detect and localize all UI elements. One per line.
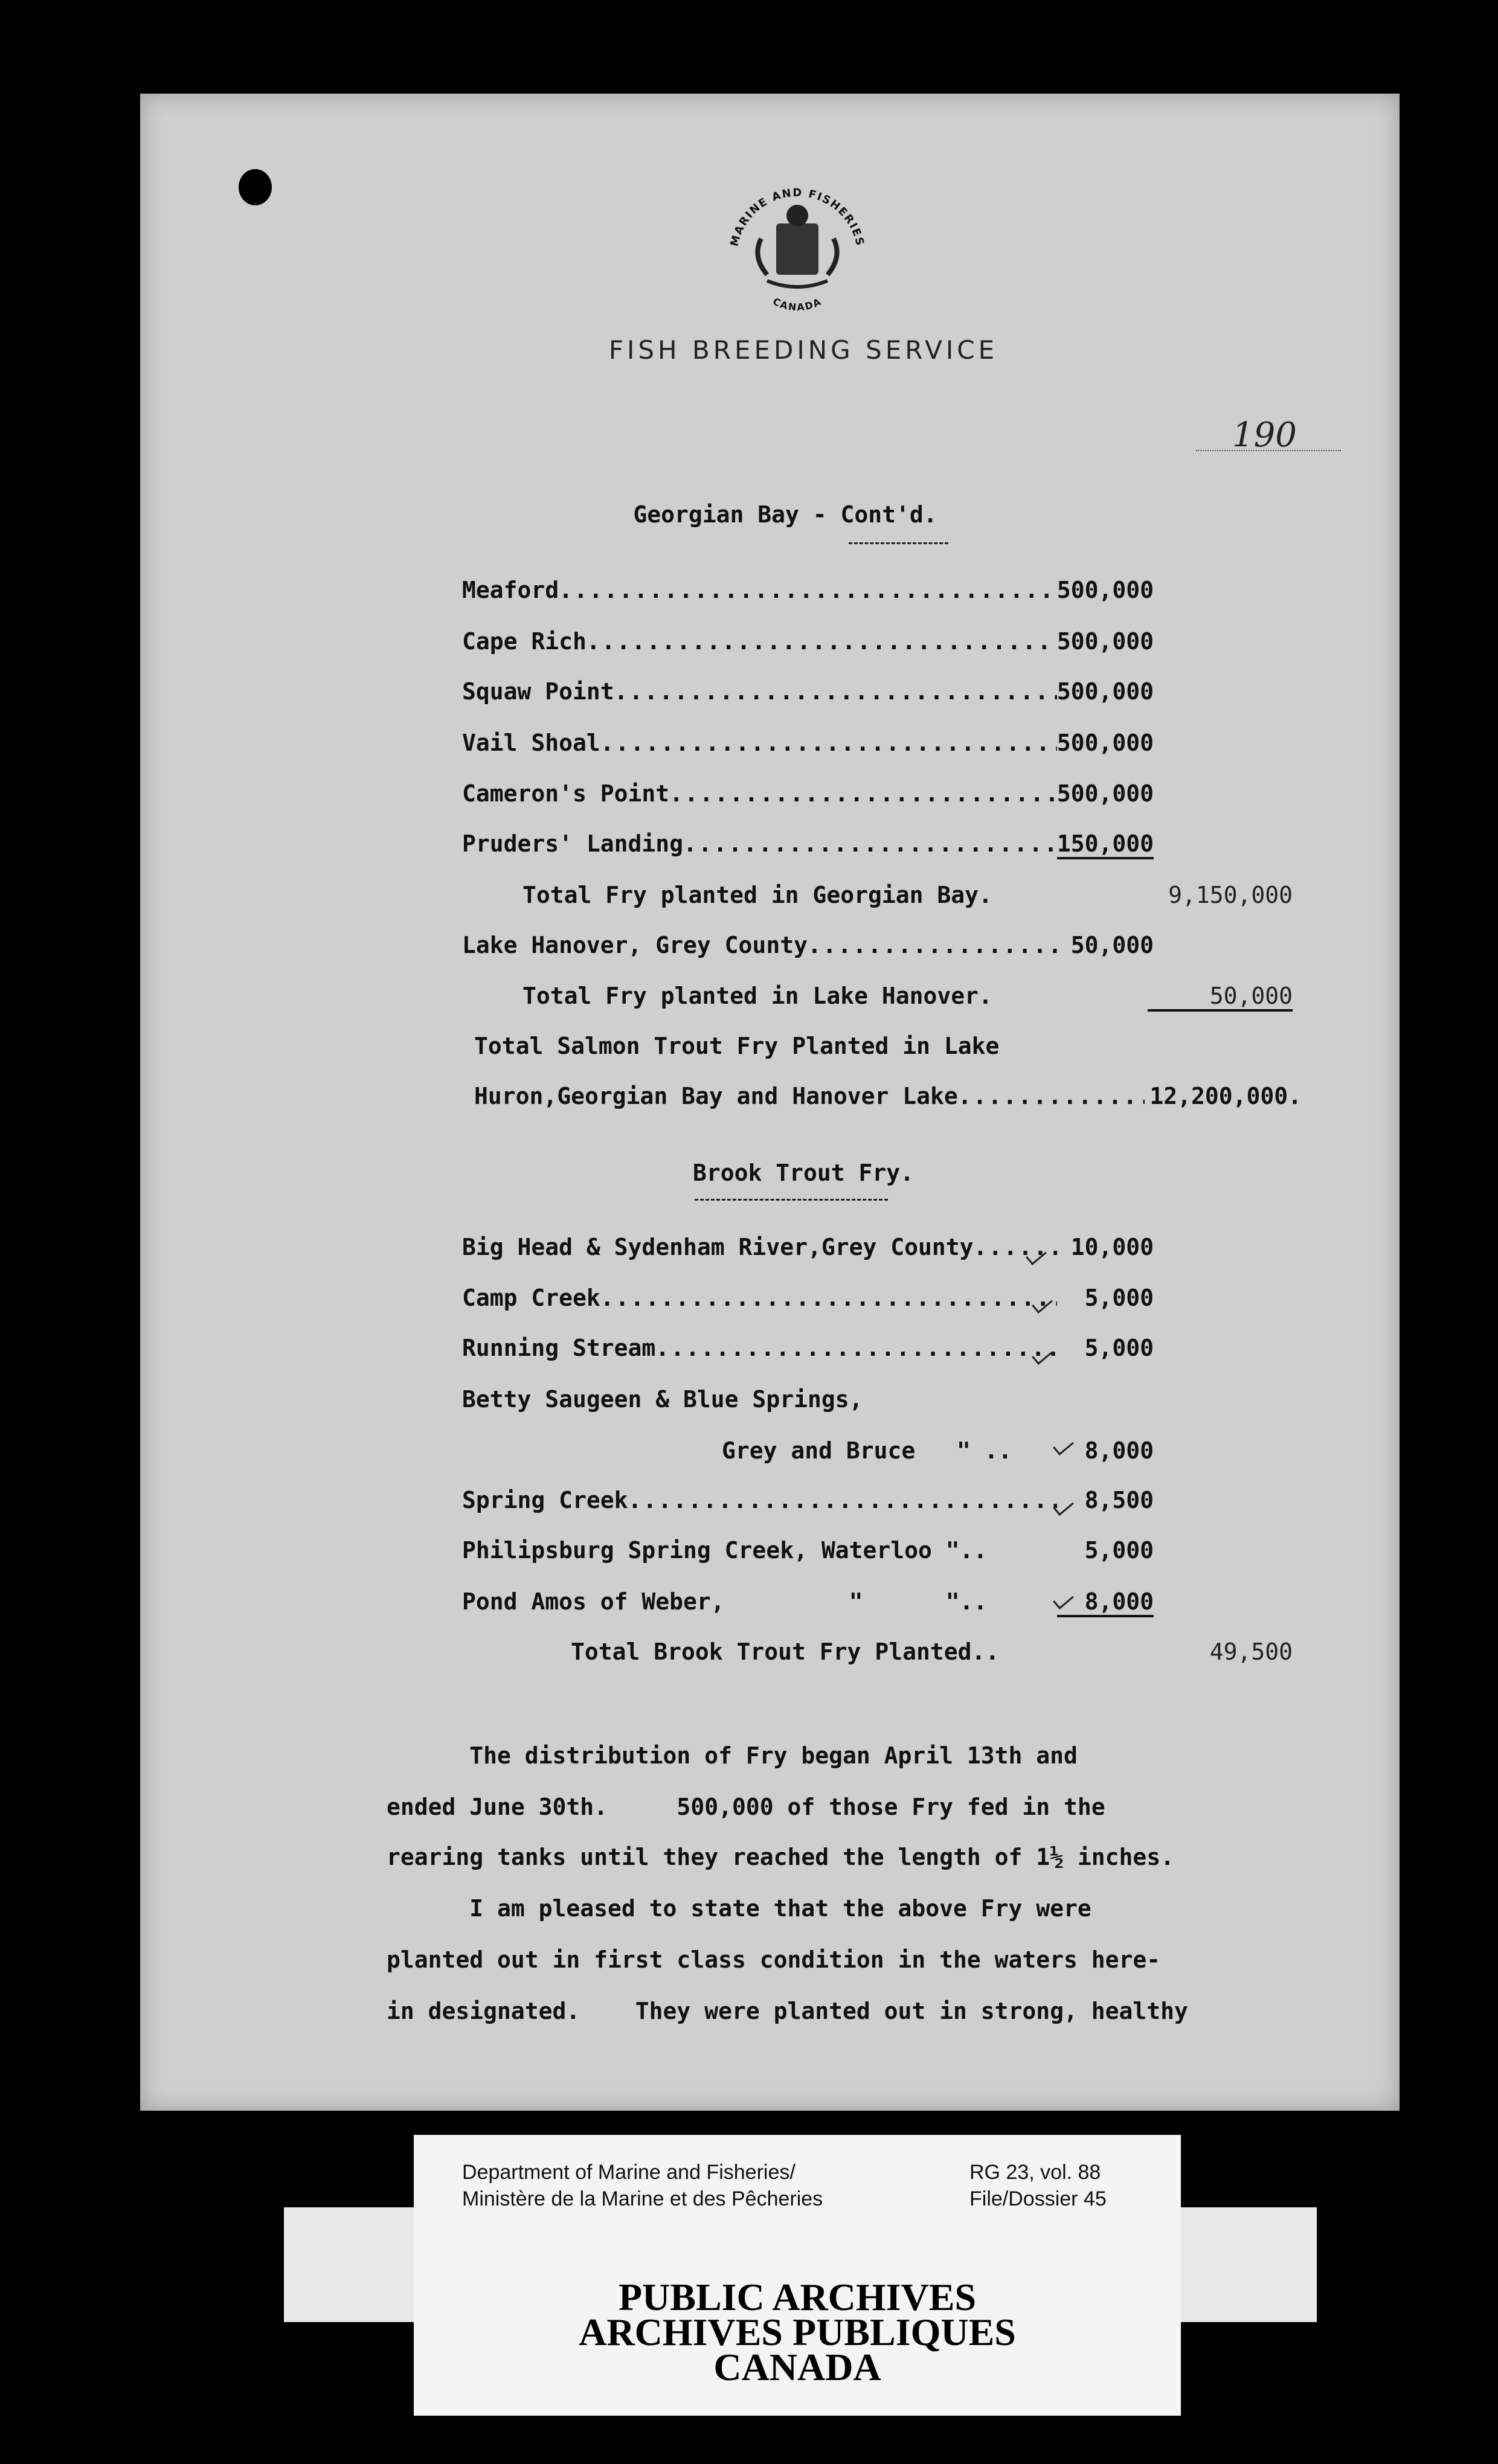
record-reference — [969, 2159, 1107, 2212]
fry-count: 50,000 — [1070, 932, 1154, 958]
list-item — [462, 1335, 1154, 1361]
fry-count: 500,000 — [1056, 628, 1154, 655]
svg-text:CANADA: CANADA — [771, 295, 824, 313]
betty-saugeen-value: 8,000 — [1084, 1437, 1154, 1464]
archive-reference-card — [414, 2135, 1181, 2271]
location-label: Lake Hanover, Grey County — [462, 932, 808, 958]
location-label: Vail Shoal — [462, 730, 600, 756]
leader-dots — [973, 1234, 1057, 1260]
stamp-line-3: CANADA — [713, 2346, 881, 2389]
fry-count: 5,000 — [1084, 1335, 1154, 1361]
list-item — [462, 780, 1154, 807]
pond-amos-value: 8,000 — [1057, 1588, 1154, 1617]
leader-dots — [808, 932, 1057, 958]
fry-count: 8,500 — [1084, 1487, 1154, 1513]
ministry-fr: Ministère de la Marine et des Pêcheries — [462, 2187, 823, 2210]
fry-count: 150,000 — [1057, 830, 1154, 859]
location-label: Spring Creek — [462, 1487, 628, 1513]
betty-saugeen-line2: Grey and Bruce " .. — [722, 1437, 1012, 1464]
list-item — [462, 932, 1154, 958]
section-heading-georgian-bay: Georgian Bay - Cont'd. — [633, 501, 937, 528]
public-archives-stamp — [414, 2276, 1181, 2389]
svg-text:MARINE AND FISHERIES: MARINE AND FISHERIES — [728, 186, 867, 248]
body-line: I am pleased to state that the above Fry were — [387, 1895, 1091, 1922]
philipsburg-value: 5,000 — [1084, 1537, 1154, 1564]
section-heading-brook-trout: Brook Trout Fry. — [692, 1160, 915, 1186]
page-number: 190 — [1232, 415, 1297, 455]
page-number-rule — [1196, 450, 1341, 451]
leader-dots — [600, 730, 1057, 756]
marine-fisheries-seal-icon — [719, 178, 876, 317]
philipsburg-label: Philipsburg Spring Creek, Waterloo ".. — [462, 1537, 988, 1564]
list-item — [462, 1487, 1154, 1513]
body-line: in designated. They were planted out in strong, healthy — [387, 1998, 1188, 2024]
leader-dots — [587, 628, 1057, 655]
leader-dots — [669, 780, 1057, 807]
fry-count: 5,000 — [1084, 1285, 1154, 1311]
total-salmon-line1: Total Salmon Trout Fry Planted in Lake — [474, 1033, 1000, 1059]
total-hanover-value: 50,000 — [1148, 983, 1293, 1012]
betty-saugeen-line1: Betty Saugeen & Blue Springs, — [462, 1386, 863, 1413]
ministry-en: Department of Marine and Fisheries/ — [462, 2161, 796, 2184]
total-salmon-line2: Huron,Georgian Bay and Hanover Lake — [474, 1083, 958, 1109]
leader-dots — [614, 678, 1057, 705]
leader-dots — [559, 577, 1057, 603]
pond-amos-label: Pond Amos of Weber, " ".. — [462, 1588, 988, 1615]
fry-count: 500,000 — [1056, 780, 1154, 807]
body-line: planted out in first class condition in the waters here- — [387, 1946, 1161, 1973]
total-salmon-row — [474, 1083, 1302, 1109]
stamp-line-2: ARCHIVES PUBLIQUES — [579, 2311, 1016, 2353]
body-line: ended June 30th. 500,000 of those Fry fed in the — [387, 1794, 1105, 1820]
list-item — [462, 730, 1154, 756]
list-item — [462, 577, 1154, 603]
total-hanover-label: Total Fry planted in Lake Hanover. — [522, 983, 992, 1009]
body-line: The distribution of Fry began April 13th and — [387, 1742, 1078, 1769]
total-salmon-value: 12,200,000. — [1149, 1083, 1302, 1109]
location-label: Big Head & Sydenham River,Grey County — [462, 1234, 974, 1260]
body-line: rearing tanks until they reached the length of 1½ inches. — [387, 1844, 1175, 1870]
location-label: Cameron's Point — [462, 780, 670, 807]
total-georgian-value: 9,150,000 — [1168, 882, 1293, 908]
list-item — [462, 678, 1154, 705]
ministry-name — [462, 2159, 823, 2212]
location-label: Camp Creek — [462, 1285, 600, 1311]
leader-dots — [600, 1285, 1057, 1311]
location-label: Squaw Point — [462, 678, 614, 705]
leader-dots — [628, 1487, 1057, 1513]
leader-dots — [655, 1335, 1057, 1361]
record-volume: RG 23, vol. 88 — [969, 2161, 1101, 2184]
list-item — [462, 628, 1154, 655]
leader-dots — [683, 830, 1057, 857]
fry-count: 500,000 — [1056, 730, 1154, 756]
list-item — [462, 1234, 1154, 1260]
service-title: FISH BREEDING SERVICE — [608, 335, 998, 365]
leader-dots — [958, 1083, 1145, 1109]
stamp-line-1: PUBLIC ARCHIVES — [618, 2276, 977, 2318]
fry-count: 10,000 — [1070, 1234, 1154, 1260]
record-file: File/Dossier 45 — [969, 2187, 1107, 2210]
fry-count: 500,000 — [1056, 577, 1154, 603]
total-brook-trout-value: 49,500 — [1209, 1638, 1293, 1665]
heading-underline — [849, 542, 948, 544]
punch-hole — [239, 169, 272, 205]
total-georgian-label: Total Fry planted in Georgian Bay. — [522, 882, 992, 908]
location-label: Meaford — [462, 577, 559, 603]
list-item — [462, 830, 1154, 859]
fry-count: 500,000 — [1056, 678, 1154, 705]
location-label: Running Stream — [462, 1335, 656, 1361]
location-label: Cape Rich — [462, 628, 587, 655]
total-brook-trout-label: Total Brook Trout Fry Planted.. — [571, 1638, 1000, 1665]
location-label: Pruders' Landing — [462, 830, 684, 857]
heading-underline — [695, 1199, 888, 1201]
